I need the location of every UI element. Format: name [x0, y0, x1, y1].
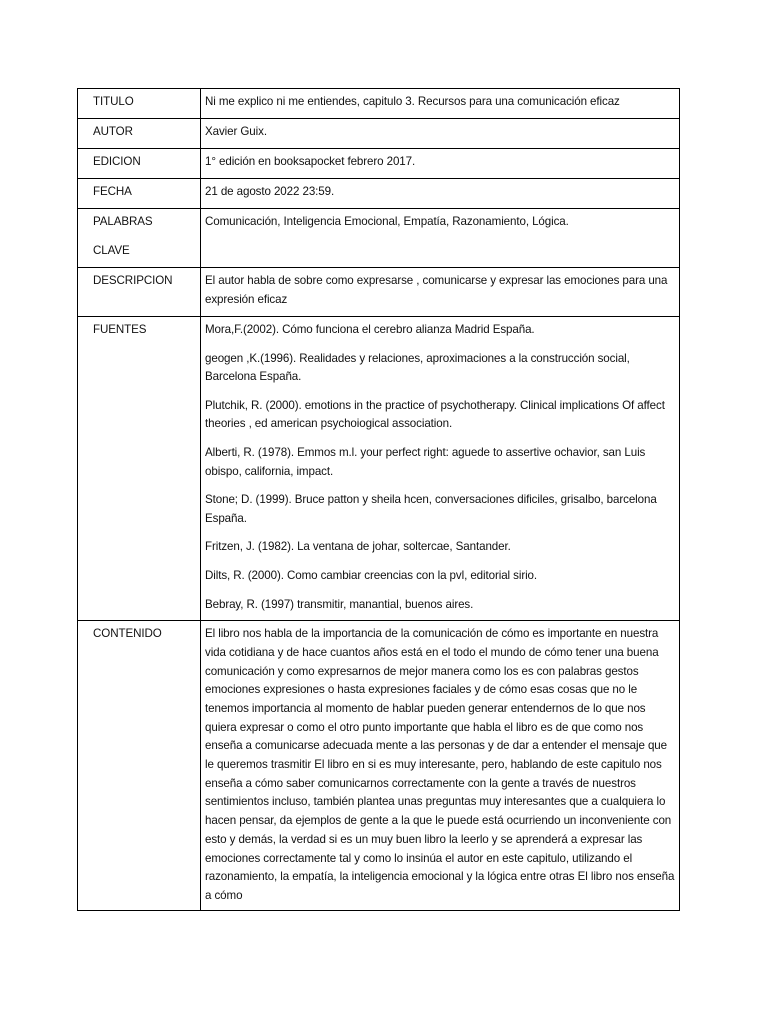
edicion-value: 1° edición en booksapocket febrero 2017.: [201, 149, 680, 179]
titulo-label: TITULO: [78, 89, 201, 119]
row-palabras-clave: [78, 209, 680, 268]
descripcion-label: DESCRIPCION: [78, 268, 201, 317]
fecha-label: FECHA: [78, 179, 201, 209]
fuentes-label: FUENTES: [78, 317, 201, 621]
row-descripcion: [78, 268, 680, 317]
autor-value: Xavier Guix.: [201, 119, 680, 149]
row-fecha: [78, 179, 680, 209]
row-titulo: [78, 89, 680, 119]
contenido-value: [201, 621, 680, 911]
row-contenido: [78, 621, 680, 911]
fuentes-list: [201, 317, 680, 621]
descripcion-value: El autor habla de sobre como expresarse , comunicarse y expresar las emociones para una expresión eficaz: [201, 268, 680, 317]
fuente-item: geogen ,K.(1996). Realidades y relaciones, aproximaciones a la construcción social, Barcelona España.: [205, 351, 630, 384]
fuente-item: Mora,F.(2002). Cómo funciona el cerebro alianza Madrid España.: [205, 323, 535, 336]
row-autor: [78, 119, 680, 149]
fuente-item: Bebray, R. (1997) transmitir, manantial, buenos aires.: [205, 597, 474, 611]
reading-card-table: [77, 88, 680, 911]
fuente-item: Alberti, R. (1978). Emmos m.l. your perfect right: aguede to assertive ochavior, san Luis obispo, california, impact.: [205, 445, 646, 478]
fecha-value: 21 de agosto 2022 23:59.: [201, 179, 680, 209]
palabras-clave-value: Comunicación, Inteligencia Emocional, Empatía, Razonamiento, Lógica.: [201, 209, 680, 268]
row-edicion: [78, 149, 680, 179]
edicion-label: EDICION: [78, 149, 201, 179]
contenido-text: El libro nos habla de la importancia de la comunicación de cómo es importante en nuestra vida cotidiana y de hace cuantos años está en el todo el mundo de cómo tener una buena comunicación y como expresarnos de mejor manera como los es con palabras gestos emociones expresiones o hasta expresiones faciales y de cómo esas cosas que no le tenemos importancia al momento de hablar pueden generar entendernos de lo que nos quiera expresar o como el otro punto importante que habla el libro es de que como nos enseña a comunicarse adecuada mente a las personas y de dar a entender el mensaje que le queremos trasmitir El libro en si es muy interesante, pero, hablando de este capitulo nos enseña a cómo saber comunicarnos correctamente con la gente a través de nuestros sentimientos incluso, también plantea unas preguntas muy interesantes que a cualquiera lo hacen pensar, da ejemplos de gente a la que le puede está ocurriendo un inconveniente con esto y demás, la verdad si es un muy buen libro la leerlo y se aprenderá a expresar las emociones correctamente tal y como lo insinúa el autor en este capitulo, utilizando el razonamiento, la empatía, la inteligencia emocional y la lógica entre otras El libro nos enseña a cómo: [205, 627, 675, 902]
fuente-item: Stone; D. (1999). Bruce patton y sheila hcen, conversaciones dificiles, grisalbo, barcelona España.: [205, 493, 657, 525]
fuente-item: Dilts, R. (2000). Como cambiar creencias con la pvl, editorial sirio.: [205, 568, 538, 582]
row-fuentes: [78, 317, 680, 621]
fuente-item: Fritzen, J. (1982). La ventana de johar, soltercae, Santander.: [205, 540, 511, 554]
fuente-item: Plutchik, R. (2000). emotions in the practice of psychotherapy. Clinical implications Of affect theories , ed american psychoiogical association.: [205, 398, 665, 431]
palabras-clave-label-line1: PALABRAS: [93, 215, 153, 228]
contenido-label: CONTENIDO: [78, 621, 201, 911]
palabras-clave-label: [78, 209, 201, 268]
autor-label: AUTOR: [78, 119, 201, 149]
titulo-value: Ni me explico ni me entiendes, capitulo 3. Recursos para una comunicación eficaz: [201, 89, 680, 119]
palabras-clave-label-line2: CLAVE: [93, 243, 130, 257]
